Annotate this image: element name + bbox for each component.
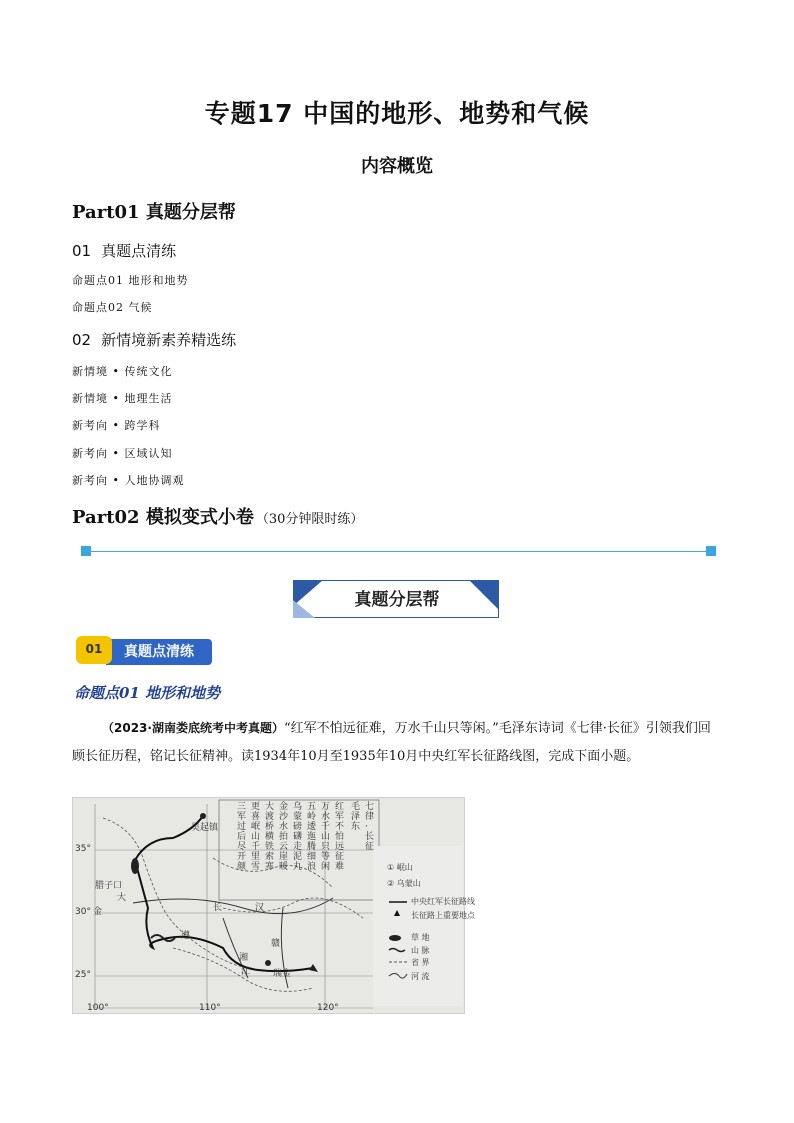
part02-note: （30分钟限时练） — [255, 512, 364, 527]
legend-item: 河 流 — [411, 972, 430, 981]
section02-heading — [72, 329, 236, 350]
poem-line: 金沙水拍云崖暖 — [279, 802, 289, 872]
section01-label: 真题点清练 — [101, 242, 177, 260]
lon-label: 100° — [87, 1003, 109, 1013]
question-source: （2023·湖南娄底统考中考真题） — [102, 721, 284, 735]
poem-line: 五岭逶迤腾细浪 — [307, 802, 317, 872]
legend-item: ② 乌蒙山 — [387, 879, 421, 888]
lat-label: 35° — [75, 844, 91, 854]
section-banner — [293, 580, 499, 618]
section01-number: 01 — [72, 242, 92, 260]
poem-line: 乌蒙磅礴走泥丸 — [293, 802, 303, 872]
poem-line: 红军不怕远征难 — [335, 802, 345, 872]
toc-item: 新情境 • 传统文化 — [72, 365, 173, 378]
legend-item: ① 岷山 — [387, 863, 413, 872]
place-label: 长 — [213, 903, 223, 913]
lat-label: 30° — [75, 907, 91, 917]
place-label: 金 — [93, 907, 103, 917]
section-divider — [86, 551, 710, 552]
lon-label: 120° — [317, 1003, 339, 1013]
place-label: 大 — [117, 893, 127, 903]
banner-title: 真题分层帮 — [354, 590, 440, 610]
place-label: 赣 — [271, 939, 281, 949]
poem-line: 三军过后尽开颜 — [237, 802, 247, 872]
poem-line: 大渡桥横铁索寒 — [265, 802, 275, 872]
lat-label: 25° — [75, 970, 91, 980]
long-march-map — [72, 797, 475, 1014]
part01-heading: Part01 真题分层帮 — [72, 202, 236, 223]
poem-line: 七律·长征 — [365, 802, 375, 852]
toc-item: 命题点01 地形和地势 — [72, 274, 189, 287]
section02-number: 02 — [72, 331, 92, 349]
place-label: 腊子口 — [95, 881, 123, 891]
place-label: 遵 — [181, 931, 191, 941]
poem-line: 毛泽东 — [351, 802, 361, 832]
section01-heading — [72, 240, 176, 261]
lon-label: 110° — [199, 1003, 221, 1013]
toc-item: 新考向 • 跨学科 — [72, 419, 161, 432]
contents-subtitle: 内容概览 — [361, 156, 433, 177]
poem-line: 更喜岷山千里雪 — [251, 802, 261, 872]
toc-item: 命题点02 气候 — [72, 301, 153, 314]
poem-line: 万水千山只等闲 — [321, 802, 331, 872]
page-title: 专题17 中国的地形、地势和气候 — [204, 99, 590, 128]
question-body: “红军不怕远征难，万水千山只等闲。”毛泽东诗词《七律·长征》引领我们回顾长征历程，铭记长征精神。读1934年10月至1935年10月中央红军长征路线图，完成下面小题。 — [72, 721, 711, 764]
part02-title: Part02 模拟变式小卷 — [72, 507, 254, 528]
question-text — [72, 714, 722, 771]
topic-heading: 命题点01 地形和地势 — [74, 684, 221, 702]
legend-item: 长征路上重要地点 — [411, 911, 475, 920]
legend-item: 中央红军长征路线 — [411, 897, 475, 906]
toc-item: 新考向 • 人地协调观 — [72, 474, 185, 487]
part02-heading — [72, 503, 363, 529]
section02-label: 新情境新素养精选练 — [101, 331, 237, 349]
toc-item: 新考向 • 区域认知 — [72, 447, 173, 460]
place-label: 汉 — [255, 903, 265, 913]
place-label: 江 — [241, 967, 251, 977]
place-label: 瑞金 — [273, 969, 292, 979]
legend-item: 草 地 — [411, 933, 430, 942]
tag-label: 真题点清练 — [106, 639, 212, 665]
divider-right-square — [706, 546, 716, 556]
place-label: 湘 — [239, 953, 249, 963]
legend-item: 省 界 — [411, 958, 430, 967]
toc-item: 新情境 • 地理生活 — [72, 392, 173, 405]
section-tag — [76, 636, 212, 666]
tag-number: 01 — [76, 636, 112, 664]
place-label: 吴起镇 — [191, 823, 219, 833]
legend-item: 山 脉 — [411, 946, 430, 955]
